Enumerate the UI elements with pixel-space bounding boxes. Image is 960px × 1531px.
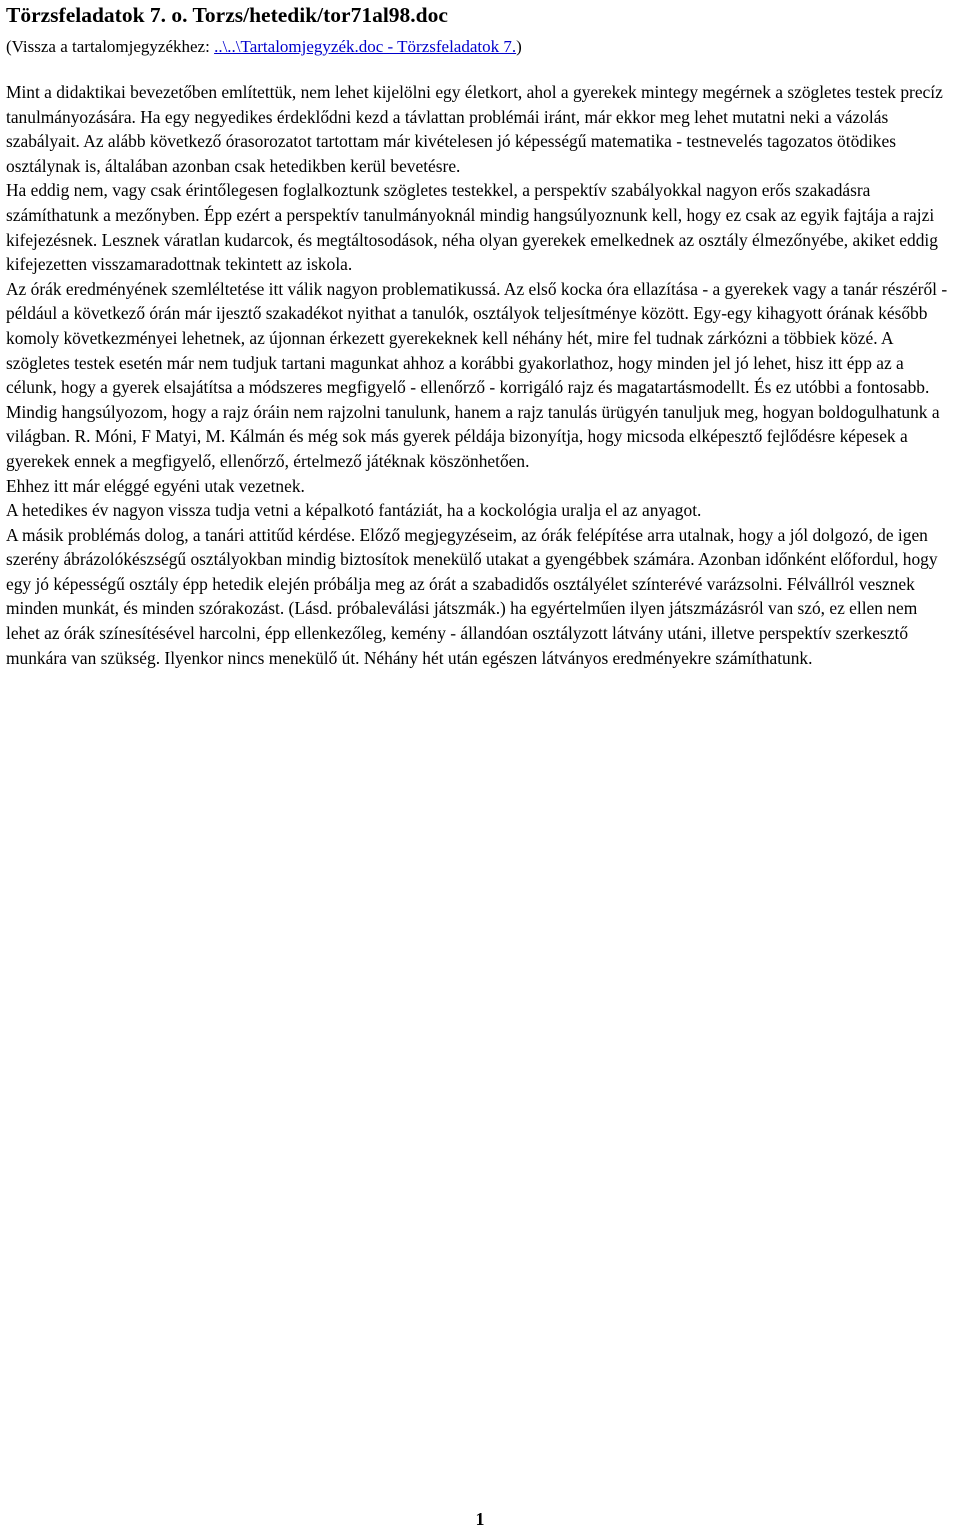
document-page xyxy=(6,0,954,670)
table-of-contents-link[interactable]: ..\..\Tartalomjegyzék.doc - Törzsfeladatok 7. xyxy=(214,37,517,56)
document-title: Törzsfeladatok 7. o. Torzs/hetedik/tor71al98.doc xyxy=(6,3,448,27)
paragraph-5: A hetedikes év nagyon vissza tudja vetni a képalkotó fantáziát, ha a kockológia uralja el az anyagot. xyxy=(6,500,702,521)
paragraph-4: Ehhez itt már eléggé egyéni utak vezetnek. xyxy=(6,475,305,496)
back-to-contents-line xyxy=(6,35,954,59)
back-suffix: ) xyxy=(516,37,522,56)
paragraph-6: A másik problémás dolog, a tanári attitűd kérdése. Előző megjegyzéseim, az órák felépítése arra utalnak, hogy a jól dolgozó, de igen szerény ábrázolókészségű osztályokban mindig biztosítok menekülő utakat a gyengébbek számára. Azonban időnként előfordul, hogy egy jó képességű osztály épp hetedik elején próbálja meg az órát a szabadidős osztályélet színterévé varázsolni. Félvállról vesznek minden munkát, és minden szórakozást. (Lásd. próbaleválási játszmák.) ha egyértelműen ilyen játszmázásról van szó, ez ellen nem lehet az órák színesítésével harcolni, épp ellenkezőleg, kemény - állandóan osztályzott látvány utáni, illetve perspektív szerkesztő munkára van szükség. Ilyenkor nincs menekülő út. Néhány hét után egészen látványos eredményekre számíthatunk. xyxy=(6,524,938,668)
paragraph-3: Az órák eredményének szemléltetése itt válik nagyon problematikussá. Az első kocka óra ellazítása - a gyerekek vagy a tanár részéről - például a következő órán már ijesztő szakadékot nyithat a tanulók, osztályok teljesítménye között. Egy-egy kihagyott órának később komoly következményei lehetnek, az újonnan érkezett gyerekeknek kell néhány hét, mire fel tudnak zárkózni a többiek közé. A szögletes testek esetén már nem tudjuk tartani magunkat ahhoz a korábbi gyakorlathoz, hogy minden jel jó lehet, hisz itt épp az a célunk, hogy a gyerek elsajátítsa a módszeres megfigyelő - ellenőrző - korrigáló rajz és magatartásmodellt. És ez utóbbi a fontosabb. Mindig hangsúlyozom, hogy a rajz óráin nem rajzolni tanulunk, hanem a rajz tanulás ürügyén tanuljuk meg, hogyan boldogulhatunk a világban. R. Móni, F Matyi, M. Kálmán és még sok más gyerek példája bizonyítja, hogy micsoda elképesztő fejlődésre képesek a gyerekek ennek a megfigyelő, ellenőrző, értelmező játéknak köszönhetően. xyxy=(6,278,948,471)
page-number: 1 xyxy=(475,1509,485,1529)
document-body xyxy=(6,80,954,670)
paragraph-2: Ha eddig nem, vagy csak érintőlegesen foglalkoztunk szögletes testekkel, a perspektív szabályokkal nagyon erős szakadásra számíthatunk a mezőnyben. Épp ezért a perspektív tanulmányoknál mindig hangsúlyoznunk kell, hogy ez csak az egyik fajtája a rajzi kifejezésnek. Lesznek váratlan kudarcok, és megtáltosodások, néha olyan gyerekek emelkednek az osztály élmezőnyébe, akiket eddig kifejezetten visszamaradottnak tekintett az iskola. xyxy=(6,180,938,275)
paragraph-1: Mint a didaktikai bevezetőben említettük, nem lehet kijelölni egy életkort, ahol a gyerekek mintegy megérnek a szögletes testek precíz tanulmányozására. Ha egy negyedikes érdeklődni kezd a távlattan problémái iránt, már ekkor meg lehet mutatni neki a vázolás szabályait. Az alább következő órasorozatot tartottam már kivételesen jó képességű matematika - testnevelés tagozatos ötödikes osztálynak is, általában azonban csak hetedikben kerül bevetésre. xyxy=(6,82,943,176)
back-prefix: (Vissza a tartalomjegyzékhez: xyxy=(6,37,215,56)
